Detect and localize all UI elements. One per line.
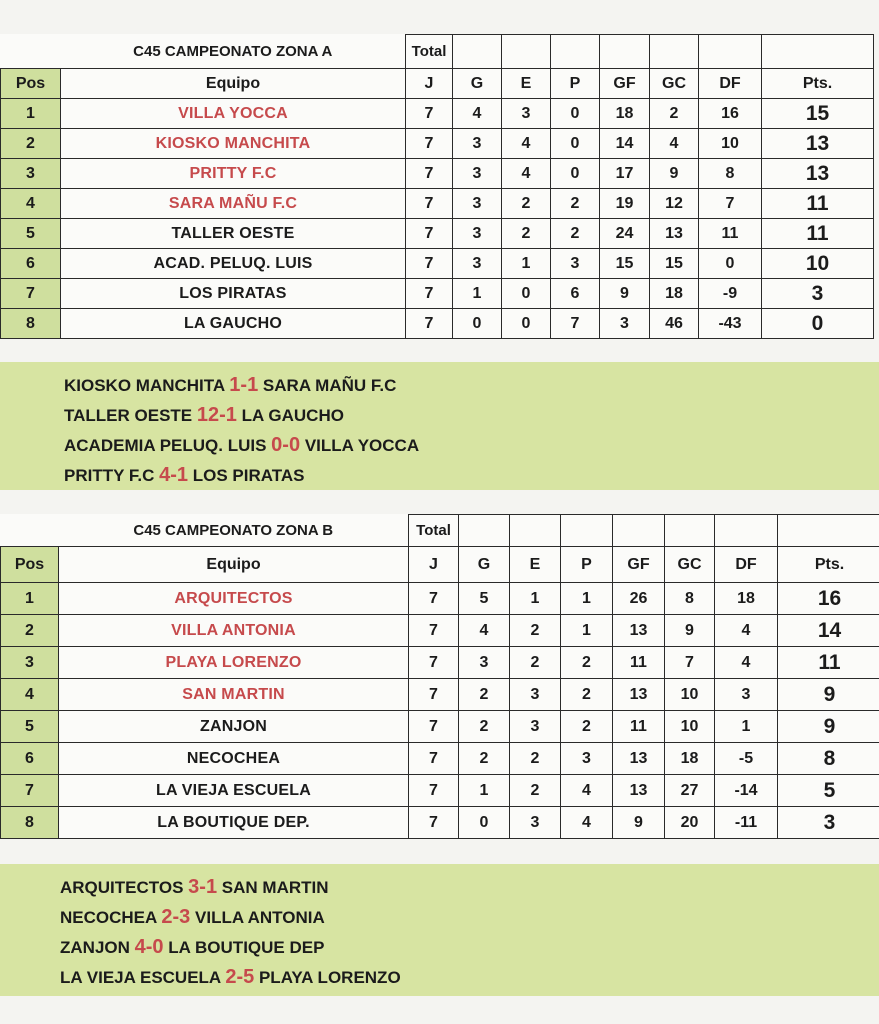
j-header: J — [409, 547, 459, 583]
df-cell: -9 — [699, 279, 762, 309]
gf-header: GF — [613, 547, 665, 583]
g-cell: 2 — [459, 711, 510, 743]
header-row — [1, 69, 874, 99]
pos-cell: 4 — [1, 679, 59, 711]
p-cell: 3 — [561, 743, 613, 775]
pts-cell: 9 — [778, 679, 879, 711]
home-team: LA VIEJA ESCUELA — [60, 968, 221, 987]
empty-cell — [699, 35, 762, 69]
p-cell: 0 — [551, 99, 600, 129]
gc-cell: 27 — [665, 775, 715, 807]
away-team: VILLA ANTONIA — [195, 908, 325, 927]
pts-cell: 15 — [762, 99, 874, 129]
df-cell: 4 — [715, 647, 778, 679]
e-cell: 2 — [502, 189, 551, 219]
e-cell: 4 — [502, 129, 551, 159]
df-cell: 0 — [699, 249, 762, 279]
j-cell: 7 — [406, 309, 453, 339]
df-cell: 16 — [699, 99, 762, 129]
p-cell: 2 — [561, 679, 613, 711]
gc-cell: 8 — [665, 583, 715, 615]
match-result — [60, 932, 879, 962]
total-header: Total — [406, 35, 453, 69]
zone-a-standings — [0, 34, 879, 339]
e-header: E — [502, 69, 551, 99]
df-cell: 3 — [715, 679, 778, 711]
empty-cell — [650, 35, 699, 69]
zone-b-title: C45 CAMPEONATO ZONA B — [133, 521, 334, 539]
team-cell: TALLER OESTE — [61, 219, 406, 249]
team-header: Equipo — [61, 69, 406, 99]
pts-cell: 9 — [778, 711, 879, 743]
e-cell: 2 — [502, 219, 551, 249]
total-header: Total — [409, 515, 459, 547]
team-cell: VILLA ANTONIA — [59, 615, 409, 647]
pts-header: Pts. — [778, 547, 879, 583]
gf-cell: 9 — [613, 807, 665, 839]
match-result — [60, 872, 879, 902]
j-cell: 7 — [406, 279, 453, 309]
e-header: E — [510, 547, 561, 583]
score: 12-1 — [196, 404, 237, 426]
j-cell: 7 — [409, 583, 459, 615]
pos-cell: 1 — [1, 583, 59, 615]
j-header: J — [406, 69, 453, 99]
gf-cell: 17 — [600, 159, 650, 189]
away-team: LOS PIRATAS — [192, 466, 305, 485]
pos-cell: 4 — [1, 189, 61, 219]
match-result — [64, 460, 879, 490]
home-team: KIOSKO MANCHITA — [64, 376, 225, 395]
away-team: LA GAUCHO — [241, 406, 344, 425]
df-cell: 11 — [699, 219, 762, 249]
j-cell: 7 — [406, 99, 453, 129]
gf-cell: 9 — [600, 279, 650, 309]
gf-cell: 15 — [600, 249, 650, 279]
pts-cell: 10 — [762, 249, 874, 279]
j-cell: 7 — [409, 647, 459, 679]
pts-cell: 14 — [778, 615, 879, 647]
g-cell: 3 — [453, 219, 502, 249]
gc-header: GC — [665, 547, 715, 583]
g-header: G — [453, 69, 502, 99]
home-team: TALLER OESTE — [64, 406, 193, 425]
pts-cell: 13 — [762, 129, 874, 159]
g-cell: 4 — [459, 615, 510, 647]
pts-cell: 5 — [778, 775, 879, 807]
df-header: DF — [715, 547, 778, 583]
match-result — [60, 902, 879, 932]
score: 0-0 — [271, 434, 301, 456]
gf-cell: 13 — [613, 775, 665, 807]
e-cell: 2 — [510, 743, 561, 775]
empty-cell — [613, 515, 665, 547]
g-header: G — [459, 547, 510, 583]
gc-cell: 9 — [665, 615, 715, 647]
g-cell: 3 — [453, 189, 502, 219]
g-cell: 4 — [453, 99, 502, 129]
df-cell: 4 — [715, 615, 778, 647]
table-row — [1, 189, 874, 219]
empty-cell — [453, 35, 502, 69]
j-cell: 7 — [406, 249, 453, 279]
team-cell: ARQUITECTOS — [59, 583, 409, 615]
score: 4-0 — [134, 936, 164, 958]
j-cell: 7 — [409, 743, 459, 775]
zone-b-table — [0, 514, 879, 839]
df-cell: 10 — [699, 129, 762, 159]
pts-cell: 13 — [762, 159, 874, 189]
p-cell: 4 — [561, 775, 613, 807]
e-cell: 2 — [510, 775, 561, 807]
gc-cell: 46 — [650, 309, 699, 339]
j-cell: 7 — [406, 159, 453, 189]
zone-a-table — [0, 34, 874, 339]
home-team: NECOCHEA — [60, 908, 157, 927]
empty-cell — [778, 515, 879, 547]
zone-a-title: C45 CAMPEONATO ZONA A — [133, 42, 333, 60]
gc-cell: 7 — [665, 647, 715, 679]
j-cell: 7 — [406, 189, 453, 219]
zone-a-corner — [1, 35, 61, 69]
g-cell: 3 — [453, 249, 502, 279]
df-cell: -5 — [715, 743, 778, 775]
g-cell: 2 — [459, 743, 510, 775]
pos-header: Pos — [1, 69, 61, 99]
e-cell: 2 — [510, 647, 561, 679]
pts-cell: 16 — [778, 583, 879, 615]
gf-cell: 11 — [613, 711, 665, 743]
j-cell: 7 — [406, 129, 453, 159]
pos-cell: 8 — [1, 309, 61, 339]
home-team: ZANJON — [60, 938, 130, 957]
empty-cell — [561, 515, 613, 547]
team-cell: SAN MARTIN — [59, 679, 409, 711]
df-cell: -43 — [699, 309, 762, 339]
score: 1-1 — [229, 374, 259, 396]
gc-cell: 10 — [665, 679, 715, 711]
away-team: SAN MARTIN — [221, 878, 329, 897]
away-team: PLAYA LORENZO — [258, 968, 401, 987]
score: 3-1 — [188, 876, 218, 898]
e-cell: 1 — [502, 249, 551, 279]
p-cell: 0 — [551, 129, 600, 159]
match-result — [64, 370, 879, 400]
e-cell: 2 — [510, 615, 561, 647]
df-header: DF — [699, 69, 762, 99]
gc-cell: 20 — [665, 807, 715, 839]
gc-header: GC — [650, 69, 699, 99]
table-row — [1, 775, 879, 807]
j-cell: 7 — [409, 807, 459, 839]
table-row — [1, 129, 874, 159]
gf-cell: 14 — [600, 129, 650, 159]
gc-cell: 13 — [650, 219, 699, 249]
g-cell: 1 — [453, 279, 502, 309]
team-cell: LA GAUCHO — [61, 309, 406, 339]
gf-cell: 13 — [613, 743, 665, 775]
gf-cell: 19 — [600, 189, 650, 219]
gf-header: GF — [600, 69, 650, 99]
table-row — [1, 615, 879, 647]
pos-cell: 7 — [1, 279, 61, 309]
e-cell: 0 — [502, 279, 551, 309]
pos-cell: 6 — [1, 743, 59, 775]
empty-cell — [510, 515, 561, 547]
p-cell: 6 — [551, 279, 600, 309]
zone-b-corner — [1, 515, 59, 547]
gc-cell: 4 — [650, 129, 699, 159]
team-cell: PRITTY F.C — [61, 159, 406, 189]
e-cell: 3 — [502, 99, 551, 129]
table-row — [1, 807, 879, 839]
team-cell: ZANJON — [59, 711, 409, 743]
gf-cell: 11 — [613, 647, 665, 679]
zone-b-results — [0, 864, 879, 996]
df-cell: -11 — [715, 807, 778, 839]
p-cell: 0 — [551, 159, 600, 189]
pos-cell: 2 — [1, 129, 61, 159]
pts-cell: 11 — [762, 219, 874, 249]
j-cell: 7 — [409, 775, 459, 807]
table-row — [1, 279, 874, 309]
gf-cell: 13 — [613, 615, 665, 647]
team-cell: NECOCHEA — [59, 743, 409, 775]
score: 4-1 — [159, 464, 189, 486]
pts-cell: 3 — [762, 279, 874, 309]
match-result — [64, 400, 879, 430]
away-team: SARA MAÑU F.C — [262, 376, 397, 395]
g-cell: 0 — [453, 309, 502, 339]
empty-cell — [600, 35, 650, 69]
gf-cell: 18 — [600, 99, 650, 129]
table-row — [1, 309, 874, 339]
home-team: PRITTY F.C — [64, 466, 155, 485]
p-cell: 2 — [551, 189, 600, 219]
g-cell: 3 — [453, 129, 502, 159]
p-header: P — [561, 547, 613, 583]
gc-cell: 9 — [650, 159, 699, 189]
empty-cell — [551, 35, 600, 69]
p-header: P — [551, 69, 600, 99]
gc-cell: 18 — [665, 743, 715, 775]
pts-cell: 8 — [778, 743, 879, 775]
p-cell: 4 — [561, 807, 613, 839]
e-cell: 3 — [510, 711, 561, 743]
g-cell: 5 — [459, 583, 510, 615]
p-cell: 1 — [561, 615, 613, 647]
home-team: ARQUITECTOS — [60, 878, 184, 897]
pts-cell: 11 — [778, 647, 879, 679]
pos-cell: 5 — [1, 219, 61, 249]
pos-cell: 5 — [1, 711, 59, 743]
g-cell: 1 — [459, 775, 510, 807]
e-cell: 4 — [502, 159, 551, 189]
pts-cell: 3 — [778, 807, 879, 839]
df-cell: -14 — [715, 775, 778, 807]
away-team: LA BOUTIQUE DEP — [168, 938, 325, 957]
g-cell: 0 — [459, 807, 510, 839]
pos-cell: 7 — [1, 775, 59, 807]
table-row — [1, 679, 879, 711]
table-row — [1, 743, 879, 775]
match-result — [60, 962, 879, 992]
j-cell: 7 — [409, 711, 459, 743]
pos-cell: 3 — [1, 647, 59, 679]
g-cell: 3 — [453, 159, 502, 189]
df-cell: 1 — [715, 711, 778, 743]
table-row — [1, 159, 874, 189]
pos-cell: 3 — [1, 159, 61, 189]
table-row — [1, 583, 879, 615]
e-cell: 3 — [510, 807, 561, 839]
j-cell: 7 — [409, 679, 459, 711]
table-row — [1, 711, 879, 743]
match-result — [64, 430, 879, 460]
gf-cell: 13 — [613, 679, 665, 711]
g-cell: 3 — [459, 647, 510, 679]
p-cell: 2 — [561, 711, 613, 743]
score: 2-5 — [225, 966, 255, 988]
pos-header: Pos — [1, 547, 59, 583]
table-row — [1, 249, 874, 279]
table-row — [1, 219, 874, 249]
p-cell: 2 — [551, 219, 600, 249]
gc-cell: 10 — [665, 711, 715, 743]
gc-cell: 12 — [650, 189, 699, 219]
pos-cell: 8 — [1, 807, 59, 839]
e-cell: 1 — [510, 583, 561, 615]
gf-cell: 3 — [600, 309, 650, 339]
team-cell: LA VIEJA ESCUELA — [59, 775, 409, 807]
pts-cell: 11 — [762, 189, 874, 219]
zone-a-results — [0, 362, 879, 490]
zone-b-standings — [0, 514, 879, 839]
empty-cell — [665, 515, 715, 547]
home-team: ACADEMIA PELUQ. LUIS — [64, 436, 267, 455]
pts-header: Pts. — [762, 69, 874, 99]
p-cell: 1 — [561, 583, 613, 615]
pos-cell: 2 — [1, 615, 59, 647]
df-cell: 7 — [699, 189, 762, 219]
g-cell: 2 — [459, 679, 510, 711]
team-cell: LOS PIRATAS — [61, 279, 406, 309]
pts-cell: 0 — [762, 309, 874, 339]
team-cell: LA BOUTIQUE DEP. — [59, 807, 409, 839]
score: 2-3 — [161, 906, 191, 928]
empty-cell — [502, 35, 551, 69]
p-cell: 7 — [551, 309, 600, 339]
p-cell: 3 — [551, 249, 600, 279]
j-cell: 7 — [409, 615, 459, 647]
gc-cell: 18 — [650, 279, 699, 309]
gf-cell: 26 — [613, 583, 665, 615]
df-cell: 18 — [715, 583, 778, 615]
p-cell: 2 — [561, 647, 613, 679]
empty-cell — [459, 515, 510, 547]
table-row — [1, 99, 874, 129]
header-row — [1, 547, 879, 583]
team-cell: ACAD. PELUQ. LUIS — [61, 249, 406, 279]
team-cell: SARA MAÑU F.C — [61, 189, 406, 219]
team-cell: KIOSKO MANCHITA — [61, 129, 406, 159]
df-cell: 8 — [699, 159, 762, 189]
away-team: VILLA YOCCA — [304, 436, 420, 455]
team-cell: VILLA YOCCA — [61, 99, 406, 129]
gf-cell: 24 — [600, 219, 650, 249]
pos-cell: 6 — [1, 249, 61, 279]
empty-cell — [715, 515, 778, 547]
e-cell: 3 — [510, 679, 561, 711]
j-cell: 7 — [406, 219, 453, 249]
empty-cell — [762, 35, 874, 69]
team-header: Equipo — [59, 547, 409, 583]
team-cell: PLAYA LORENZO — [59, 647, 409, 679]
table-row — [1, 647, 879, 679]
gc-cell: 2 — [650, 99, 699, 129]
gc-cell: 15 — [650, 249, 699, 279]
pos-cell: 1 — [1, 99, 61, 129]
e-cell: 0 — [502, 309, 551, 339]
